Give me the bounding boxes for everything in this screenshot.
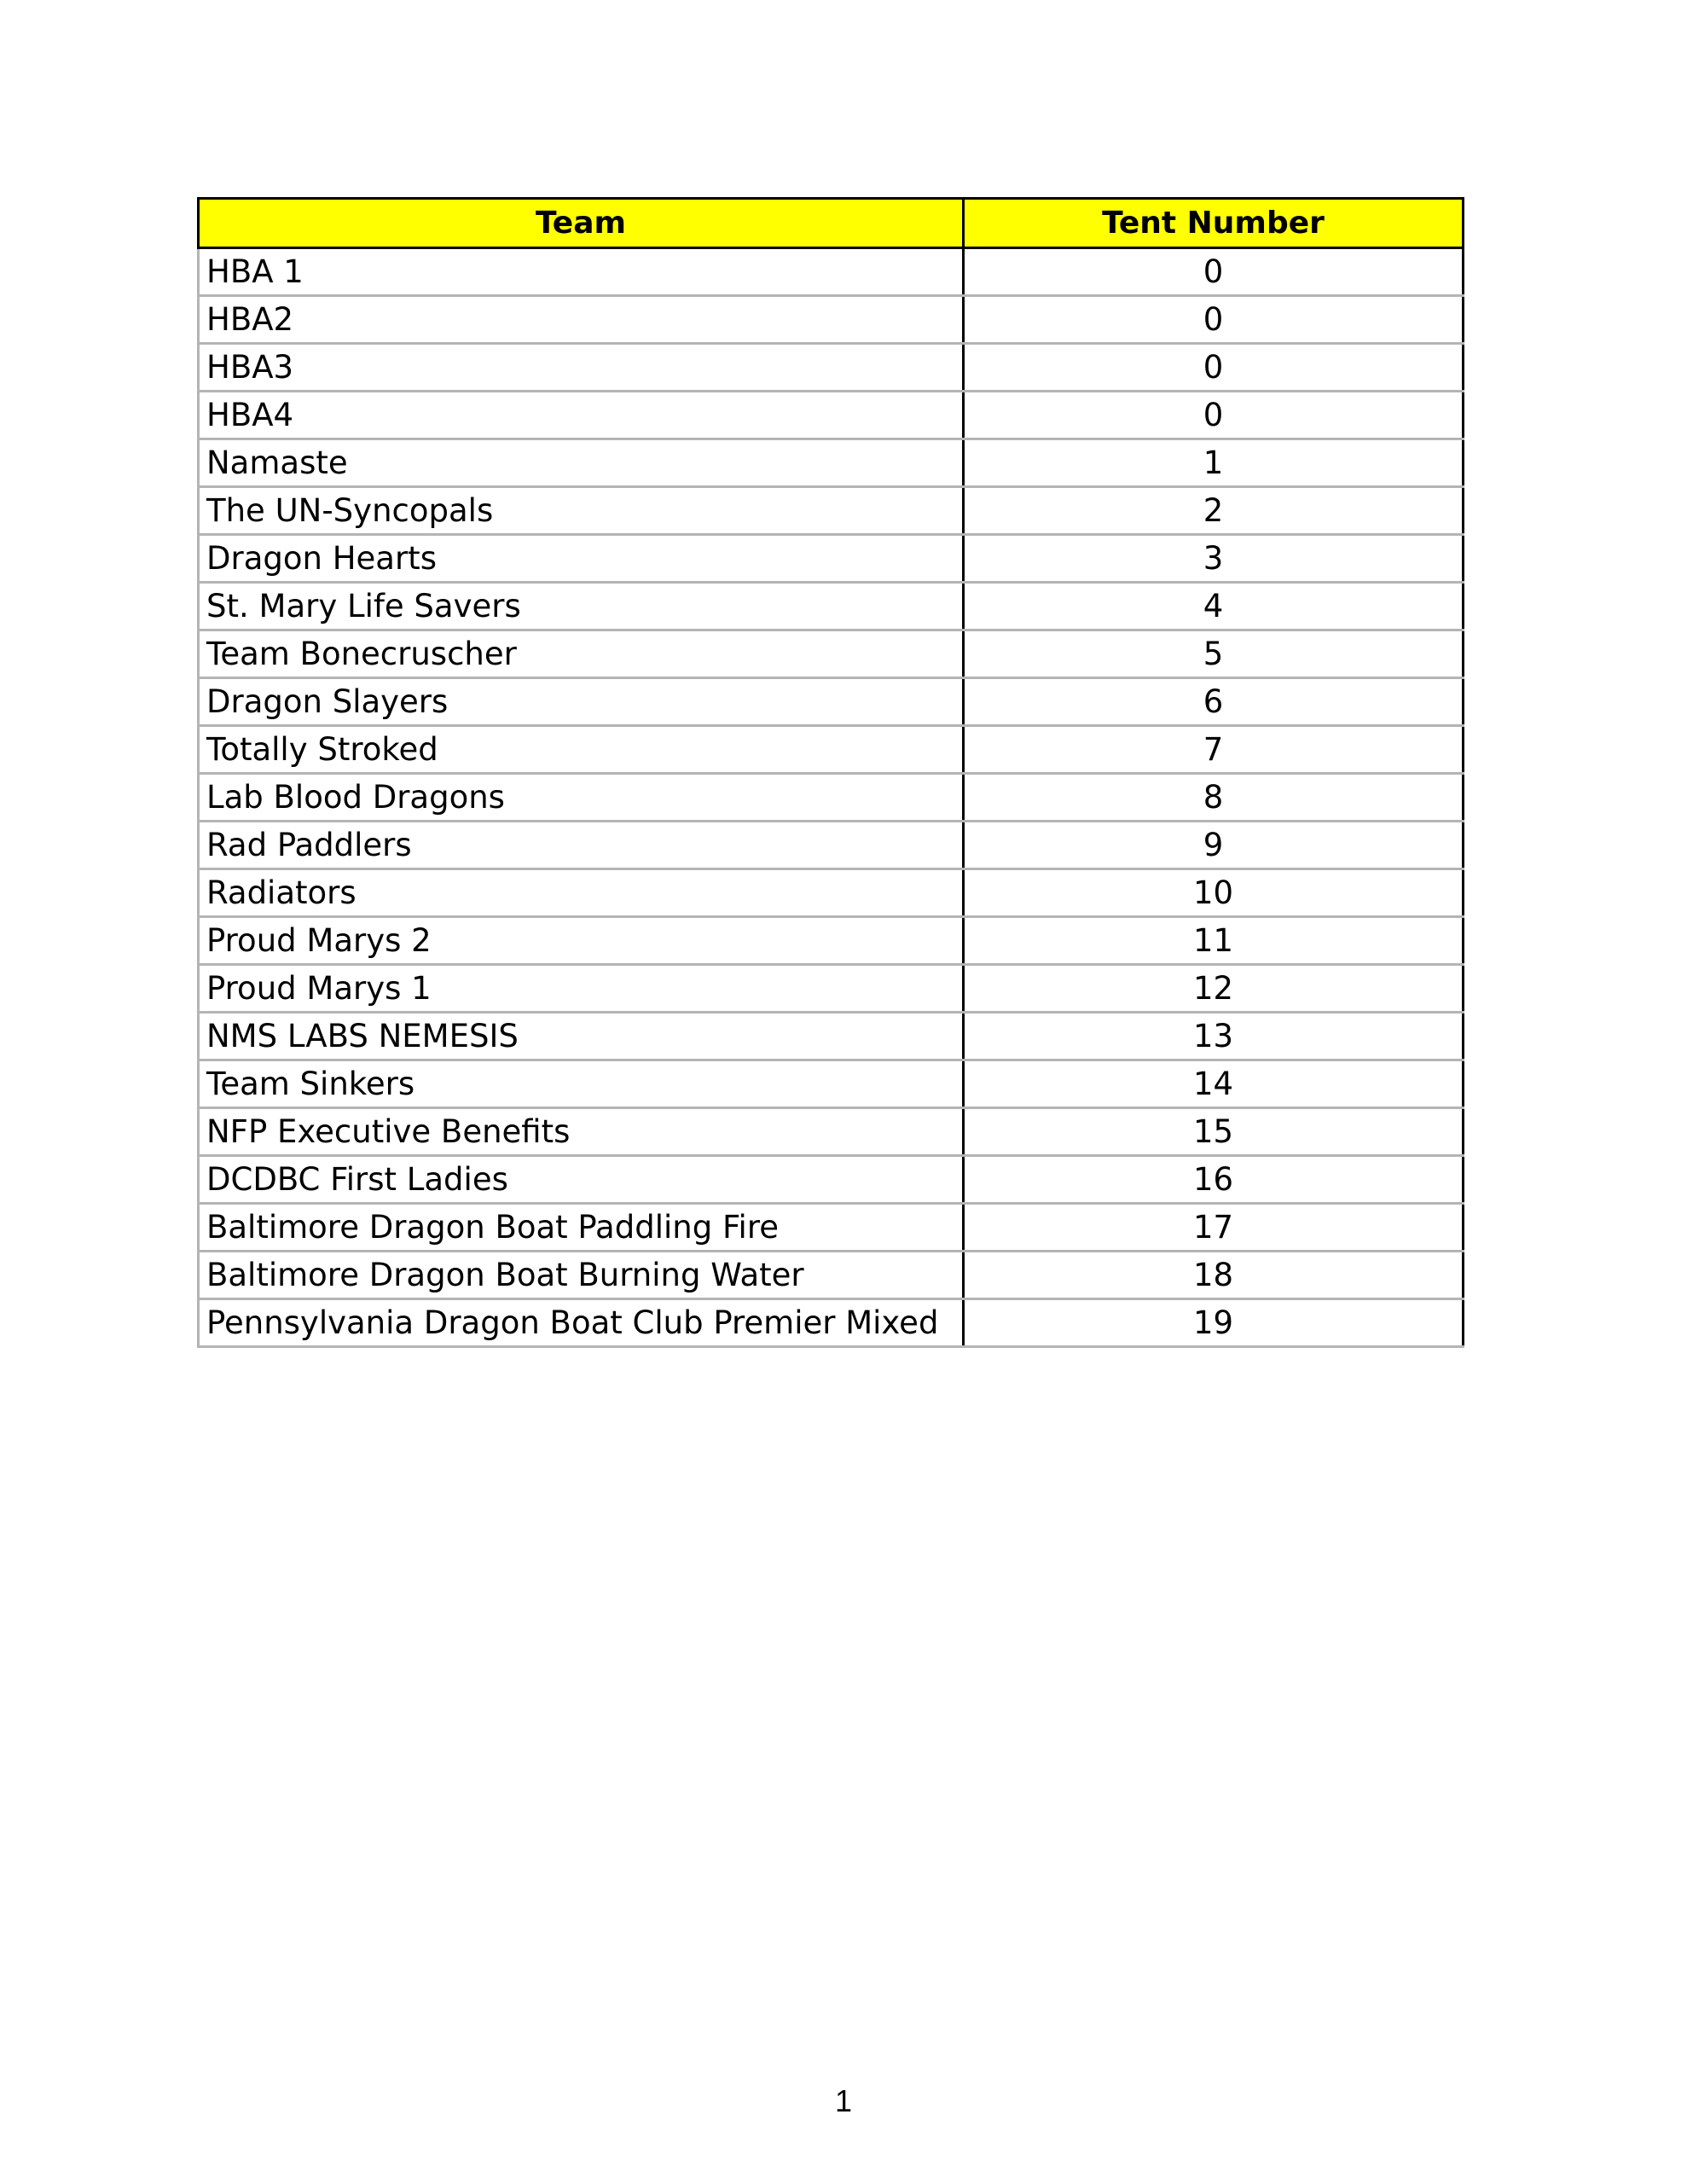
table-row [199, 583, 1464, 630]
team-name-cell: Namaste [199, 439, 964, 487]
team-name-cell: Lab Blood Dragons [199, 774, 964, 822]
tent-number-cell: 11 [964, 917, 1464, 965]
team-name-cell: Proud Marys 1 [199, 965, 964, 1013]
tent-number-cell: 7 [964, 726, 1464, 774]
table-row [199, 1060, 1464, 1108]
team-name-cell: HBA4 [199, 392, 964, 439]
team-name-cell: Dragon Hearts [199, 535, 964, 583]
tent-assignment-table [197, 197, 1464, 1348]
team-name-cell: Pennsylvania Dragon Boat Club Premier Mixed [199, 1299, 964, 1347]
table-row [199, 1299, 1464, 1347]
tent-number-cell: 10 [964, 869, 1464, 917]
tent-number-cell: 5 [964, 630, 1464, 678]
table-row [199, 630, 1464, 678]
table-row [199, 822, 1464, 869]
tent-number-cell: 2 [964, 487, 1464, 535]
table-row [199, 917, 1464, 965]
tent-number-cell: 13 [964, 1013, 1464, 1060]
tent-number-cell: 9 [964, 822, 1464, 869]
team-name-cell: NFP Executive Benefits [199, 1108, 964, 1156]
table-row [199, 774, 1464, 822]
table-row [199, 1156, 1464, 1204]
tent-number-cell: 0 [964, 392, 1464, 439]
tent-number-cell: 17 [964, 1204, 1464, 1252]
table-row [199, 1108, 1464, 1156]
tent-number-cell: 12 [964, 965, 1464, 1013]
team-name-cell: Totally Stroked [199, 726, 964, 774]
page-number: 1 [834, 2083, 853, 2118]
team-column-header: Team [199, 199, 964, 248]
team-name-cell: Team Bonecruscher [199, 630, 964, 678]
table-row [199, 439, 1464, 487]
tent-number-cell: 3 [964, 535, 1464, 583]
team-name-cell: DCDBC First Ladies [199, 1156, 964, 1204]
table-row [199, 678, 1464, 726]
tent-number-cell: 0 [964, 344, 1464, 392]
table-row [199, 535, 1464, 583]
tent-number-cell: 4 [964, 583, 1464, 630]
table-row [199, 296, 1464, 344]
table-row [199, 1204, 1464, 1252]
team-name-cell: Radiators [199, 869, 964, 917]
team-name-cell: HBA2 [199, 296, 964, 344]
table-row [199, 869, 1464, 917]
team-name-cell: HBA3 [199, 344, 964, 392]
tent-number-cell: 8 [964, 774, 1464, 822]
team-name-cell: Proud Marys 2 [199, 917, 964, 965]
tent-number-cell: 18 [964, 1252, 1464, 1299]
table-row [199, 392, 1464, 439]
team-name-cell: NMS LABS NEMESIS [199, 1013, 964, 1060]
tent-number-cell: 19 [964, 1299, 1464, 1347]
team-name-cell: Team Sinkers [199, 1060, 964, 1108]
table-body [199, 248, 1464, 1347]
team-name-cell: HBA 1 [199, 248, 964, 296]
team-name-cell: Rad Paddlers [199, 822, 964, 869]
tent-number-cell: 0 [964, 296, 1464, 344]
team-name-cell: The UN-Syncopals [199, 487, 964, 535]
tent-number-cell: 16 [964, 1156, 1464, 1204]
team-name-cell: Dragon Slayers [199, 678, 964, 726]
tent-number-cell: 15 [964, 1108, 1464, 1156]
table-row [199, 1252, 1464, 1299]
team-name-cell: St. Mary Life Savers [199, 583, 964, 630]
tent-number-cell: 0 [964, 248, 1464, 296]
tent-number-cell: 1 [964, 439, 1464, 487]
team-name-cell: Baltimore Dragon Boat Paddling Fire [199, 1204, 964, 1252]
tent-number-column-header: Tent Number [964, 199, 1464, 248]
tent-number-cell: 14 [964, 1060, 1464, 1108]
team-name-cell: Baltimore Dragon Boat Burning Water [199, 1252, 964, 1299]
table-row [199, 487, 1464, 535]
table-row [199, 344, 1464, 392]
table-row [199, 726, 1464, 774]
tent-number-cell: 6 [964, 678, 1464, 726]
table-row [199, 965, 1464, 1013]
header-row [199, 199, 1464, 248]
table-row [199, 248, 1464, 296]
table-row [199, 1013, 1464, 1060]
